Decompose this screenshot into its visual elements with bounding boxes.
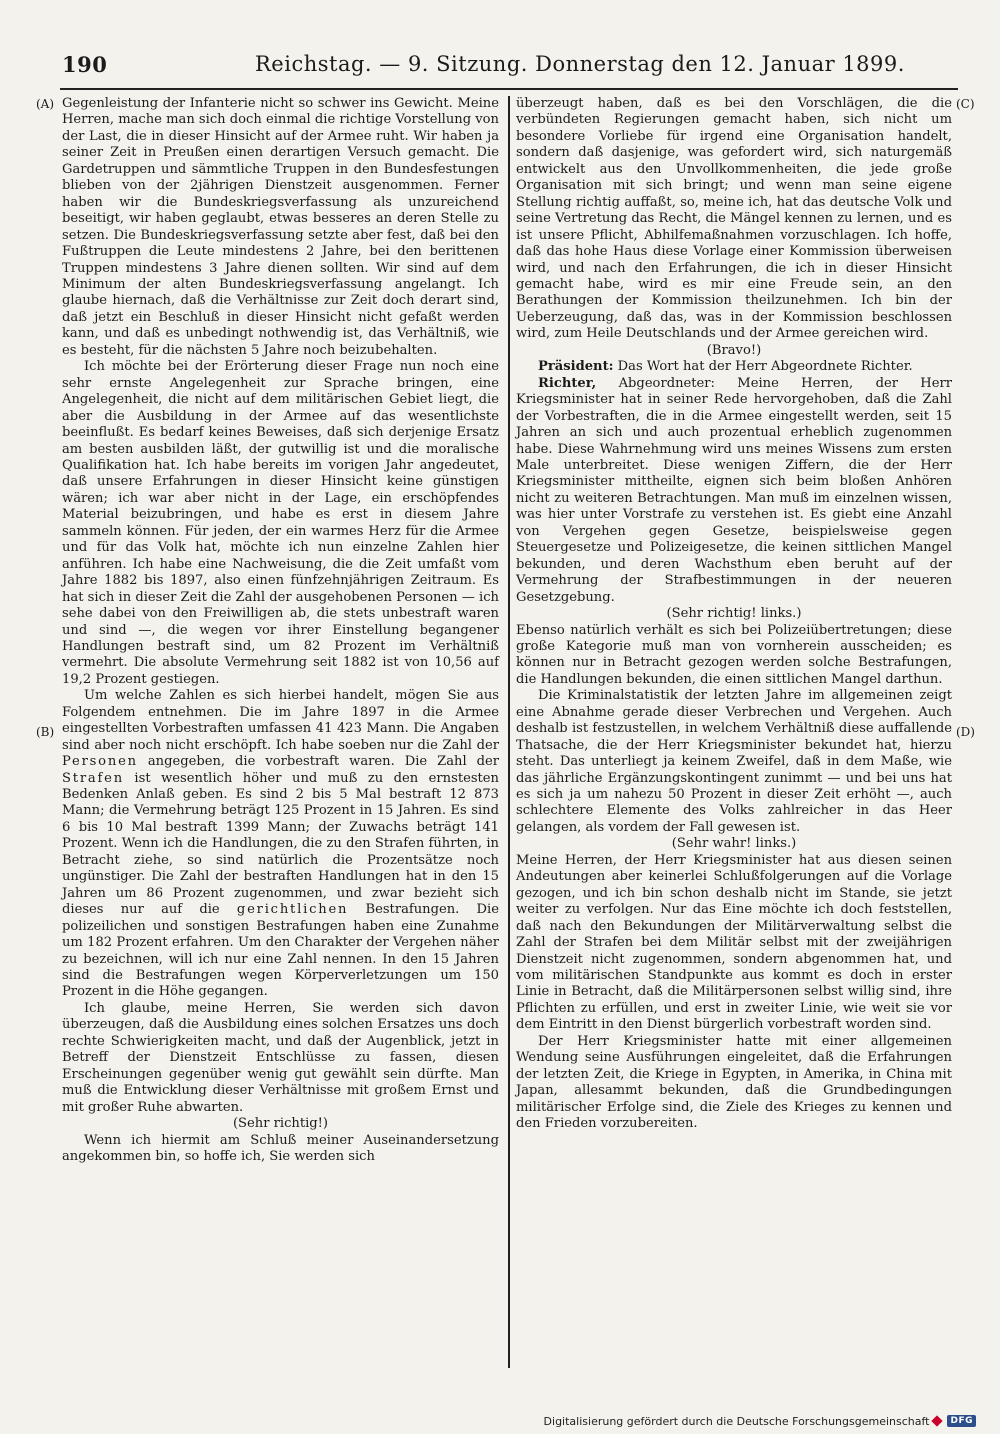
- paragraph: [62, 688, 499, 1001]
- paragraph: Wenn ich hiermit am Schluß meiner Auseinandersetzung angekommen bin, so hoffe ich, Sie werden sich: [62, 1132, 499, 1164]
- page-header: [40, 48, 960, 84]
- header-rule: [60, 88, 958, 90]
- right-column: [516, 96, 952, 1133]
- spaced-word: Personen: [62, 754, 138, 770]
- paragraph: Ich möchte bei der Erörterung dieser Frage nun noch eine sehr ernste Angelegenheit zur Sprache bringen, eine Angelegenheit, die nicht auf dem militärischen Gebiet liegt, die aber die Ausbildung in der Armee auf das wesentlichste beeinflußt. Es bedarf keines Beweises, daß sich derjenige Ersatz am besten ausbilden läßt, der gutwillig ist und die moralische Qualifikation hat. Ich habe bereits im vorigen Jahr angedeutet, daß unsere Erfahrungen in dieser Hinsicht keine günstigen wären; ich war aber nicht in der Lage, ein erschöpfendes Material beizubringen, und habe es erst in diesem Jahre sammeln können. Für jeden, der ein warmes Herz für die Armee und für das Volk hat, möchte ich nun einzelne Zahlen hier anführen. Ich habe eine Nachweisung, die die Zeit umfaßt vom Jahre 1882 bis 1897, also einen fünfzehnjährigen Zeitraum. Es hat sich in dieser Zeit die Zahl der ausgehobenen Personen — ich sehe dabei von den Freiwilligen ab, die stets unbestraft waren und sind —, die wegen vor ihrer Einstellung begangener Handlungen bestraft sind, um 82 Prozent im Verhältniß vermehrt. Die absolute Vermehrung seit 1882 ist von 10,56 auf 19,2 Prozent gestiegen.: [62, 359, 499, 687]
- text-run: Abgeordneter: Meine Herren, der Herr Kriegsminister hat in seiner Rede hervorgehoben, daß die Zahl der Vorbestraften, die in die Armee eingestellt werden, seit 15 Jahren an sich und auch prozentual erheblich zugenommen habe. Diese Wahrnehmung wird uns meines Wissens zum ersten Male unterbreitet. Diese wenigen Ziffern, die der Herr Kriegsminister mittheilte, eignen sich beim bloßen Anhören nicht zu weiteren Betrachtungen. Man muß im einzelnen wissen, was hier unter Vorstrafe zu verstehen ist. Es giebt eine Anzahl von Vergehen gegen Gesetze, beispielsweise gegen Steuergesetze und Polizeigesetze, die keinen sittlichen Mangel bekunden, und deren Wachsthum eben beruht auf der Vermehrung der Strafbestimmungen in der neueren Gesetzgebung.: [516, 375, 952, 605]
- paragraph: Gegenleistung der Infanterie nicht so schwer ins Gewicht. Meine Herren, mache man sich doch einmal die richtige Vorstellung von der Last, die in dieser Hinsicht auf der Armee ruht. Wir haben ja seiner Zeit in Preußen einen derartigen Versuch gemacht. Die Gardetruppen und sämmtliche Truppen in den Bundesfestungen blieben von der 2jährigen Dienstzeit ausgenommen. Ferner haben wir die Bundeskriegsverfassung als unzureichend beseitigt, wir haben geglaubt, etwas besseres an deren Stelle zu setzen. Die Bundeskriegsverfassung setzte aber fest, daß bei den Fußtruppen die Leute mindestens 2 Jahre, bei den berittenen Truppen mindestens 3 Jahre dienen sollten. Wir sind auf dem Minimum der alten Bundeskriegsverfassung angelangt. Ich glaube hiernach, daß die Verhältnisse zur Zeit doch derart sind, daß jetzt ein Beschluß in dieser Hinsicht nicht gefaßt werden kann, und daß es unbedingt nothwendig ist, das Verhältniß, wie es besteht, für die nächsten 5 Jahre noch beizubehalten.: [62, 96, 499, 358]
- margin-marker-d: (D): [956, 725, 975, 739]
- speaker-label: Präsident:: [538, 359, 614, 375]
- interjection: (Bravo!): [706, 342, 762, 358]
- margin-marker-c: (C): [956, 97, 975, 111]
- text-run: Das Wort hat der Herr Abgeordnete Richter.: [617, 359, 913, 375]
- interjection: (Sehr wahr! links.): [671, 836, 797, 852]
- running-title: Reichstag. — 9. Sitzung. Donnerstag den 12. Januar 1899.: [255, 52, 905, 76]
- paragraph: [516, 359, 952, 375]
- text-run: Um welche Zahlen es sich hierbei handelt, mögen Sie aus Folgendem entnehmen. Die im Jahre 1897 in die Armee eingestellten Vorbestraften umfassen 41 423 Mann. Die Angaben sind aber noch nicht erschöpft. Ich habe soeben nur die Zahl der: [62, 688, 499, 753]
- dfg-diamond-icon: [932, 1415, 943, 1426]
- paragraph: Meine Herren, der Herr Kriegsminister hat aus diesen seinen Andeutungen aber keinerlei Schlußfolgerungen auf die Vorlage gezogen, und ich bin schon deshalb nicht im Stande, sie jetzt weiter zu verfolgen. Nur das Eine möchte ich doch feststellen, daß nach den Bekundungen der Militärverwaltung selbst die Zahl der Strafen bei dem Militär selbst mit der zweijährigen Dienstzeit nicht zugenommen, sondern abgenommen hat, und vom militärischen Standpunkte aus kommt es doch in erster Linie in Betracht, daß die Militärpersonen selbst willig sind, ihre Pflichten zu erfüllen, und erst in zweiter Linie, wie weit sie vor dem Eintritt in den Dienst bürgerlich vorbestraft worden sind.: [516, 852, 952, 1033]
- left-column: [62, 96, 499, 1165]
- paragraph: Die Kriminalstatistik der letzten Jahre im allgemeinen zeigt eine Abnahme gerade dieser Verbrechen und Vergehen. Auch deshalb ist festzustellen, in welchem Verhältniß diese auffallende Thatsache, die der Herr Kriegsminister bekundet hat, hierzu steht. Das unterliegt ja keinem Zweifel, daß in dem Maße, wie das jährliche Ergänzungskontingent zunimmt — und bei uns hat es sich ja um nahezu 50 Prozent in dieser Zeit erhöht —, auch schlechtere Elemente des Volks zahlreicher in das Heer gelangen, als vordem der Fall gewesen ist.: [516, 688, 952, 835]
- text-run: ist wesentlich höher und muß zu den ernstesten Bedenken Anlaß geben. Es sind 2 bis 5 Mal bestraft 12 873 Mann; die Vermehrung beträgt 125 Prozent in 15 Jahren. Es sind 6 bis 10 Mal bestraft 1399 Mann; der Zuwachs beträgt 141 Prozent. Wenn ich die Handlungen, die zu den Strafen führten, in Betracht ziehe, so sind natürlich die Prozentsätze noch ungünstiger. Die Zahl der bestraften Handlungen hat in den 15 Jahren um 86 Prozent zugenommen, und zwar bezieht sich dieses nur auf die: [62, 770, 499, 918]
- paragraph: Ich glaube, meine Herren, Sie werden sich davon überzeugen, daß die Ausbildung eines solchen Ersatzes uns doch rechte Schwierigkeiten macht, und daß der Augenblick, jetzt in Betreff der Dienstzeit Entschlüsse zu fassen, diesen Erscheinungen gegenüber wenig gut gewählt sein dürfte. Man muß die Entwicklung dieser Verhältnisse mit großem Ernst und mit großer Ruhe abwarten.: [62, 1000, 499, 1115]
- speaker-label: Richter,: [538, 375, 597, 391]
- margin-marker-a: (A): [36, 97, 55, 111]
- text-run: angegeben, die vorbestraft waren. Die Zahl der: [147, 754, 500, 770]
- interjection: (Sehr richtig!): [232, 1116, 329, 1132]
- paragraph: Der Herr Kriegsminister hatte mit einer allgemeinen Wendung seine Ausführungen eingeleitet, daß die Erfahrungen der letzten Zeit, die Kriege in Egypten, in Amerika, in China mit Japan, allesammt bekunden, daß die Grundbedingungen militärischer Erfolge sind, die Ziele des Krieges zu kennen und den Frieden vorzubereiten.: [516, 1033, 952, 1132]
- margin-marker-b: (B): [36, 725, 55, 739]
- digitization-credit: [544, 1412, 976, 1430]
- dfg-logo: DFG: [947, 1415, 976, 1427]
- credit-text: Digitalisierung gefördert durch die Deutsche Forschungsgemeinschaft: [543, 1414, 930, 1428]
- page-number: 190: [62, 52, 108, 77]
- spaced-word: Strafen: [62, 770, 124, 786]
- interjection: (Sehr richtig! links.): [666, 606, 802, 622]
- spaced-word: gerichtlichen: [236, 902, 349, 918]
- text-run: Bestrafungen. Die polizeilichen und sonstigen Bestrafungen haben eine Zunahme um 182 Prozent erfahren. Um den Charakter der Vergehen näher zu bezeichnen, will ich nur eine Zahl nennen. In den 15 Jahren sind die Bestrafungen wegen Körperverletzungen um 150 Prozent in die Höhe gegangen.: [62, 902, 499, 1000]
- paragraph: überzeugt haben, daß es bei den Vorschlägen, die die verbündeten Regierungen gemacht haben, sich nicht um besondere Vorliebe für irgend eine Organisation handelt, sondern daß dasjenige, was gefordert wird, sich naturgemäß entwickelt aus den Unvollkommenheiten, die jede große Organisation mit sich bringt; und wenn man seine eigene Stellung richtig auffaßt, so, meine ich, hat das deutsche Volk und seine Vertretung das Recht, die Mängel kennen zu lernen, und es ist unsere Pflicht, Abhilfemaßnahmen vorzuschlagen. Ich hoffe, daß das hohe Haus diese Vorlage einer Kommission überweisen wird, und nach den Erfahrungen, die ich in dieser Hinsicht gemacht habe, wird es mir eine Freude sein, an den Berathungen der Kommission theilzunehmen. Ich bin der Ueberzeugung, daß das, was in der Kommission beschlossen wird, zum Heile Deutschlands und der Armee gereichen wird.: [516, 96, 952, 342]
- paragraph: [516, 376, 952, 606]
- paragraph: Ebenso natürlich verhält es sich bei Polizeiübertretungen; diese große Kategorie muß man von vornherein ausscheiden; es können nur in Betracht gezogen werden solche Bestrafungen, die Handlungen bekunden, die einen sittlichen Mangel darthun.: [516, 622, 952, 687]
- column-divider: [508, 96, 510, 1368]
